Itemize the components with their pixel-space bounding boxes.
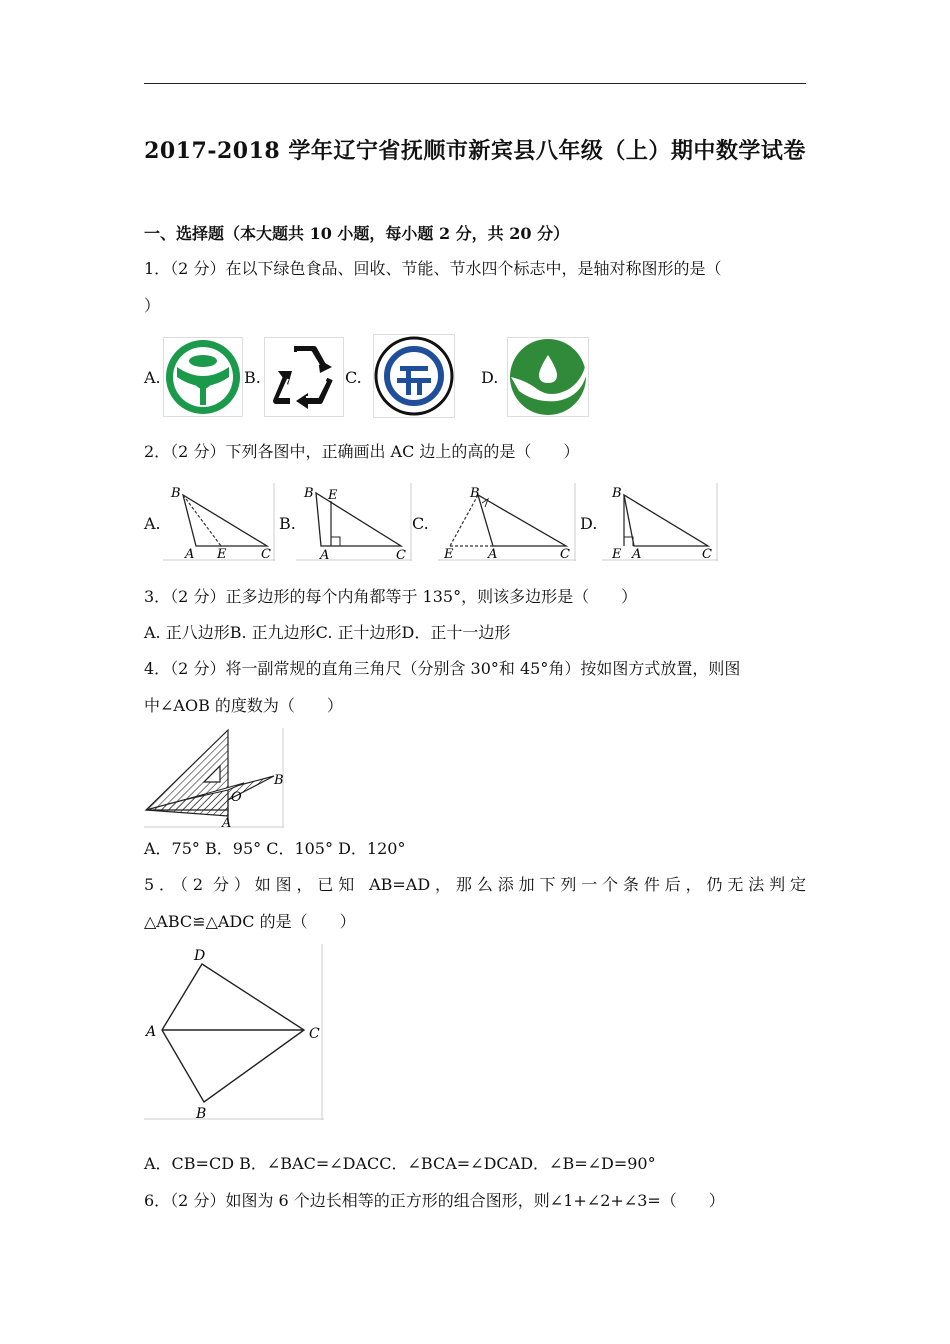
water-saving-logo-icon [507,337,589,417]
q5-text-line1: 5．（2 分）如图，已知 AB=AD，那么添加下列一个条件后，仍无法判定 [144,875,806,894]
q2b-label-c: C [396,548,406,561]
q3-options: A. 正八边形B. 正九边形C. 正十边形D．正十一边形 [144,623,511,642]
q5-label-a: A [146,1024,157,1040]
q4-text-line1: 4．（2 分）将一副常规的直角三角尺（分别含 30°和 45°角）按如图方式放置，则图 [144,659,741,678]
q2-text: 2．（2 分）下列各图中，正确画出 AC 边上的高的是（ ） [144,442,580,461]
q2d-label-a: A [632,547,642,561]
q2-figure-c [438,483,576,561]
q2b-label-b: B [304,486,314,501]
q2-option-c: C. [412,514,429,533]
q5-options: A．CB=CD B．∠BAC=∠DACC．∠BCA=∠DCAD．∠B=∠D=90° [144,1154,656,1173]
q2-figure-b [296,483,412,561]
q4-label-b: B [274,773,284,788]
q1-option-b: B. [244,368,261,387]
q2-option-d: D. [580,514,598,533]
q2c-label-a: A [488,547,498,561]
q2a-label-c: C [261,547,271,561]
q5-label-d: D [194,948,206,964]
q2c-label-b: B [470,486,480,501]
q2c-label-e: E [444,547,454,561]
q1-text-line1: 1．（2 分）在以下绿色食品、回收、节能、节水四个标志中，是轴对称图形的是（ [144,259,722,278]
q2-option-b: B. [279,514,296,533]
q3-text: 3．（2 分）正多边形的每个内角都等于 135°，则该多边形是（ ） [144,587,638,606]
q1-option-a: A. [144,368,161,387]
q2b-label-a: A [320,548,330,561]
page-title: 2017-2018 学年辽宁省抚顺市新宾县八年级（上）期中数学试卷 [144,138,806,164]
energy-saving-logo-icon [373,334,455,418]
q5-label-b: B [196,1106,207,1122]
section-heading: 一、选择题（本大题共 10 小题，每小题 2 分，共 20 分） [144,224,570,243]
q2a-label-a: A [185,547,195,561]
q2d-label-b: B [612,486,622,501]
q2-figure-a [163,483,275,561]
q2a-label-b: B [171,486,181,501]
q5-quadrilateral-figure [144,944,324,1122]
q2c-label-c: C [560,547,570,561]
q2d-label-c: C [702,547,712,561]
q4-text-line2: 中∠AOB 的度数为（ ） [144,696,343,715]
green-food-logo-icon [163,337,243,417]
recycle-logo-icon [264,337,344,417]
q6-text: 6．（2 分）如图为 6 个边长相等的正方形的组合图形，则∠1+∠2+∠3=（ ） [144,1191,725,1210]
q5-label-c: C [309,1026,320,1042]
q2a-label-e: E [217,547,227,561]
q4-triangle-rulers-figure [144,728,284,828]
q2-figure-d [602,483,718,561]
q5-text-line2: △ABC≌△ADC 的是（ ） [144,912,356,931]
q4-options: A．75° B．95° C．105° D．120° [144,839,406,858]
q1-option-c: C. [345,368,362,387]
q2-option-a: A. [144,514,161,533]
q4-label-o: O [231,790,242,805]
q1-text-line2: ） [144,296,161,315]
q1-option-d: D. [481,368,499,387]
q4-label-a: A [222,816,232,828]
q2b-label-e: E [328,488,338,503]
q2d-label-e: E [612,547,622,561]
top-rule [144,83,806,84]
